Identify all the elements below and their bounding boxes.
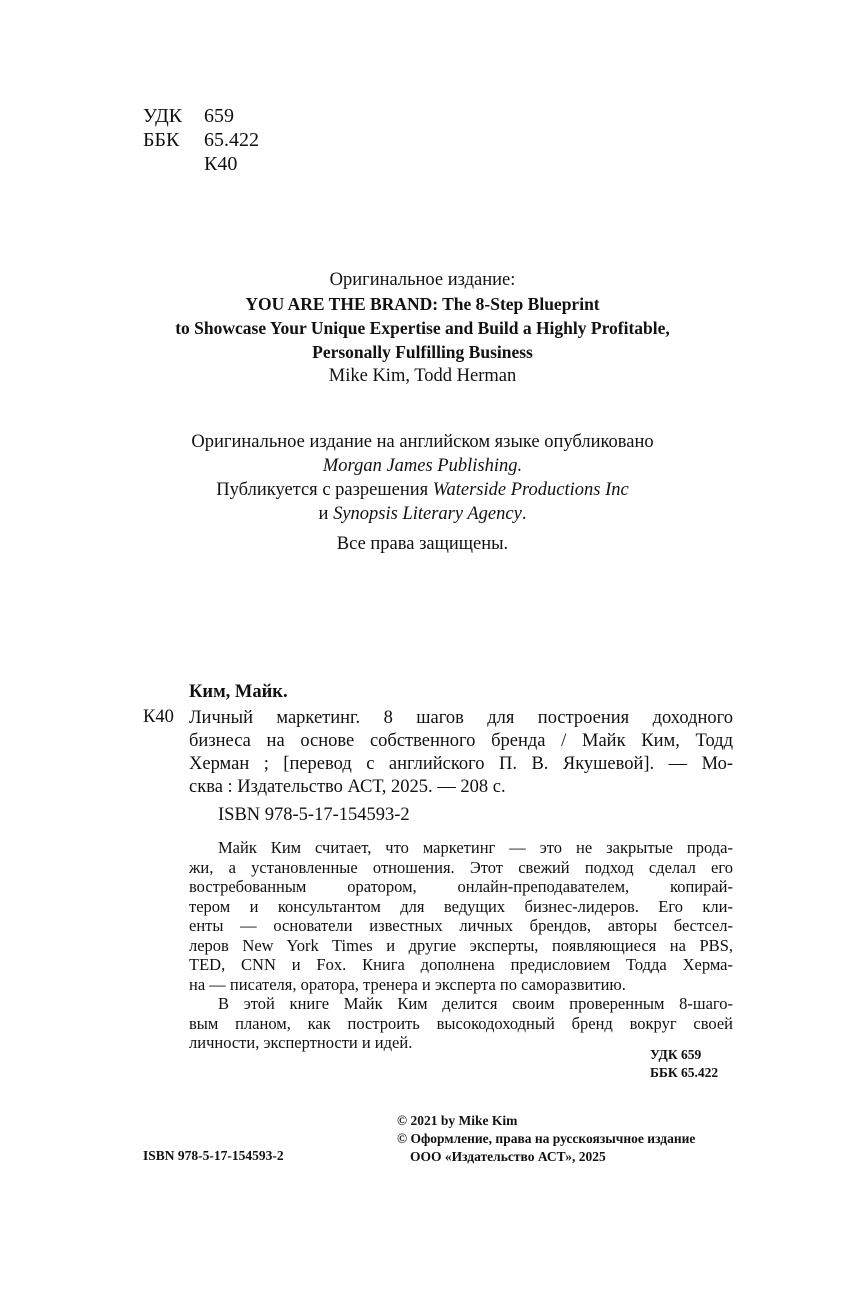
copyright-line: © 2021 by Mike Kim [397, 1113, 518, 1128]
annotation-line: енты — основатели известных личных брендов, авторы бестсел- [189, 916, 733, 935]
author-sign: К40 [204, 153, 238, 175]
publisher-name: Morgan James Publishing. [322, 456, 523, 476]
bbk-value: 65.422 [204, 129, 259, 151]
publication-line: Оригинальное издание на английском языке опубликовано [191, 432, 654, 452]
catalog-entry-line: Личный маркетинг. 8 шагов для построения доходного [189, 708, 733, 728]
annotation-line: TED, CNN и Fox. Книга дополнена предисловием Тодда Херма- [189, 955, 733, 974]
catalog-entry [189, 707, 733, 799]
publication-info [0, 430, 845, 526]
udk-value: 659 [204, 105, 234, 127]
bbk-row [143, 128, 259, 152]
original-authors: Mike Kim, Todd Herman [328, 366, 517, 386]
footer-isbn: ISBN 978-5-17-154593-2 [143, 1148, 284, 1163]
annotation [189, 838, 733, 1053]
udk-label: УДК [143, 105, 183, 127]
original-title-line: Personally Fulfilling Business [312, 342, 533, 362]
catalog-entry-line: бизнеса на основе собственного бренда / Майк Ким, Тодд [189, 731, 733, 751]
agency-name: Waterside Productions Inc [432, 480, 629, 500]
original-title-line: YOU ARE THE BRAND: The 8-Step Blueprint [245, 294, 600, 314]
permission-prefix: Публикуется с разрешения [216, 480, 433, 500]
annotation-line: личности, экспертности и идей. [189, 1033, 413, 1052]
copyright-line: © Оформление, права на русскоязычное издание [397, 1131, 696, 1146]
catalog-entry-line: сква : Издательство АСТ, 2025. — 208 с. [189, 777, 506, 797]
annotation-line: леров New York Times и другие эксперты, появляющиеся на PBS, [189, 935, 733, 955]
catalog-author-heading: Ким, Майк. [189, 682, 288, 702]
catalog-entry-line: Херман ; [перевод с английского П. В. Якушевой]. — Мо- [189, 754, 733, 774]
bbk-label: ББК [143, 129, 180, 151]
annotation-line: Майк Ким считает, что маркетинг — это не закрытые прода- [218, 838, 733, 857]
original-title-line: to Showcase Your Unique Expertise and Build a Highly Profitable, [175, 318, 670, 338]
bottom-bbk: ББК 65.422 [650, 1065, 719, 1080]
rights-notice: Все права защищены. [336, 534, 509, 554]
catalog-isbn: ISBN 978-5-17-154593-2 [218, 805, 410, 825]
bottom-classification [650, 1046, 718, 1082]
catalog-sign: К40 [143, 707, 174, 727]
bottom-udk: УДК 659 [650, 1047, 702, 1062]
period: . [521, 504, 527, 524]
author-sign-row [143, 152, 259, 176]
annotation-line: В этой книге Майк Ким делится своим проверенным 8-шаго- [218, 994, 733, 1013]
annotation-line: на — писателя, оратора, тренера и эксперта по саморазвитию. [189, 974, 626, 994]
original-edition-label: Оригинальное издание: [329, 270, 516, 290]
original-edition [0, 268, 845, 388]
conjunction: и [318, 504, 334, 524]
annotation-line: жи, а установленные отношения. Этот свежий подход сделал его [189, 857, 733, 877]
classification-block [143, 104, 259, 176]
annotation-line: востребованным оратором, онлайн-преподавателем, копирай- [189, 877, 733, 896]
annotation-line: вым планом, как построить высокодоходный бренд вокруг своей [189, 1013, 733, 1033]
agency-name: Synopsis Literary Agency [333, 504, 522, 524]
annotation-line: тером и консультантом для ведущих бизнес-лидеров. Его кли- [189, 896, 733, 916]
copyright-block [397, 1112, 695, 1166]
copyright-line: ООО «Издательство АСТ», 2025 [410, 1149, 606, 1164]
udk-row [143, 104, 259, 128]
